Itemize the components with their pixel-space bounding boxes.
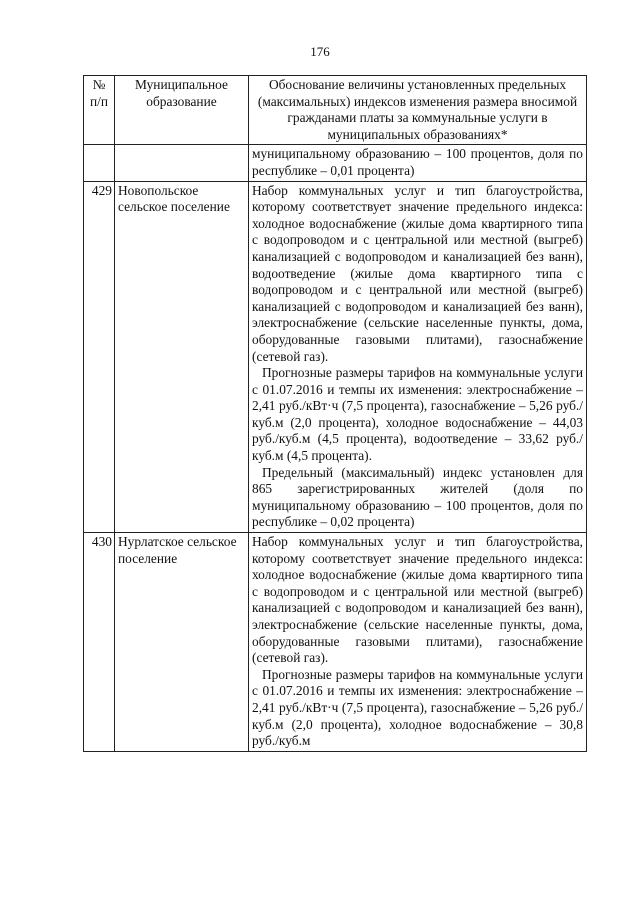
table-header-row <box>84 76 587 145</box>
row-municipality: Новопольское сельское поселение <box>115 181 249 532</box>
continuation-number-cell <box>84 145 115 181</box>
row-number: 429 <box>84 181 115 532</box>
page-number: 176 <box>310 44 330 59</box>
row-municipality: Нурлатское сельское поселение <box>115 533 249 752</box>
continuation-row <box>84 145 587 181</box>
index-paragraph: Предельный (максимальный) индекс установлен для 865 зарегистрированных жителей (доля по муниципальному образованию – 100 процентов, доля по республике – 0,02 процента) <box>252 464 583 530</box>
tariffs-paragraph: Прогнозные размеры тарифов на коммунальные услуги с 01.07.2016 и темпы их изменения: электроснабжение – 2,41 руб./кВт·ч (7,5 процента), газоснабжение – 5,26 руб./куб.м (2,0 процента), холодное водоснабжение – 44,03 руб./куб.м (4,5 процента), водоотведение – 33,62 руб./куб.м (4,5 процента). <box>252 365 583 464</box>
services-paragraph: Набор коммунальных услуг и тип благоустройства, которому соответствует значение предельного индекса: холодное водоснабжение (жилые дома квартирного типа с водопроводом и с центральной или местной (выгреб) канализацией с водопроводом и канализацией без ванн), водоотведение (жилые дома квартирного типа с водопроводом и с центральной или местной (выгреб) канализацией с водопроводом и канализацией без ванн), электроснабжение (сельские населенные пункты, дома, оборудованные газовыми плитами), газоснабжение (сетевой газ). <box>252 182 583 364</box>
services-paragraph: Набор коммунальных услуг и тип благоустройства, которому соответствует значение предельного индекса: холодное водоснабжение (жилые дома квартирного типа с водопроводом и с центральной или местной (выгреб) канализацией с водопроводом и канализацией без ванн), электроснабжение (сельские населенные пункты, дома, оборудованные газовыми плитами), газоснабжение (сетевой газ). <box>252 534 583 666</box>
tariffs-paragraph: Прогнозные размеры тарифов на коммунальные услуги с 01.07.2016 и темпы их изменения: электроснабжение – 2,41 руб./кВт·ч (7,5 процента), газоснабжение – 5,26 руб./куб.м (2,0 процента), холодное водоснабжение – 30,8 руб./куб.м <box>252 666 583 749</box>
header-municipality: Муниципальное образование <box>115 76 249 145</box>
header-justification: Обоснование величины установленных предельных (максимальных) индексов изменения размера вносимой гражданами платы за коммунальные услуги в муниципальных образованиях* <box>249 76 587 145</box>
row-number: 430 <box>84 533 115 752</box>
table-row <box>84 181 587 532</box>
table-row <box>84 533 587 752</box>
continuation-text: муниципальному образованию – 100 процентов, доля по республике – 0,01 процента) <box>249 145 587 181</box>
row-justification <box>249 533 587 752</box>
row-justification <box>249 181 587 532</box>
header-number: № п/п <box>84 76 115 145</box>
continuation-name-cell <box>115 145 249 181</box>
tariff-table <box>83 75 587 752</box>
